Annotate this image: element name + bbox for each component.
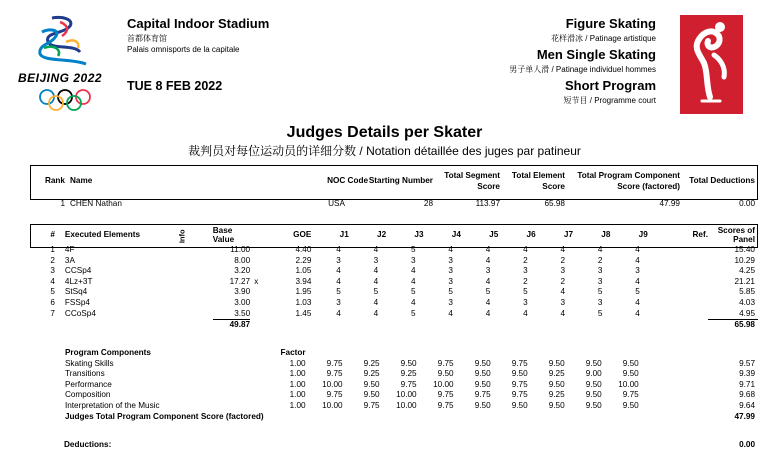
element-info	[180, 298, 213, 309]
element-panel-score: 5.85	[739, 287, 755, 297]
component-score: 9.68	[739, 390, 755, 400]
judge-score-j6: 5	[523, 287, 528, 297]
total-panel-value: 65.98	[708, 320, 758, 331]
element-row	[30, 298, 758, 309]
summary-header-row	[30, 166, 758, 197]
element-goe: 1.03	[295, 297, 312, 307]
component-judge-j5: 9.50	[474, 379, 491, 389]
judge-score-j9: 5	[635, 287, 640, 297]
col-j5: J5	[489, 229, 499, 239]
col-j1: J1	[339, 229, 349, 239]
noc-value: USA	[328, 198, 345, 208]
col-goe: GOE	[293, 229, 312, 239]
element-ref	[648, 256, 708, 267]
element-panel-score: 4.03	[739, 297, 755, 307]
components-total-row	[30, 412, 758, 423]
beijing-2022-emblem	[30, 14, 92, 70]
component-judge-j2: 9.50	[363, 379, 380, 389]
judge-score-j3: 5	[410, 287, 416, 297]
component-judge-j3: 10.00	[396, 400, 417, 410]
component-judge-j2: 9.75	[363, 400, 380, 410]
judge-score-j7: 3	[560, 266, 565, 276]
component-judge-j6: 9.75	[511, 358, 528, 368]
element-panel-score: 4.25	[739, 266, 755, 276]
component-judge-j8: 9.00	[585, 369, 602, 379]
col-noc: NOC Code	[327, 176, 368, 186]
judge-score-j5: 4	[485, 308, 491, 318]
col-j3: J3	[414, 229, 424, 239]
judge-score-j3: 4	[410, 297, 416, 307]
component-judge-j4: 10.00	[433, 379, 454, 389]
element-bonus-marker	[250, 256, 262, 267]
judge-score-j7: 4	[560, 245, 565, 254]
component-name: Transitions	[64, 369, 105, 379]
col-base: Base Value	[212, 226, 235, 244]
component-row	[30, 359, 758, 370]
col-num: #	[50, 229, 55, 239]
component-judge-j4: 9.50	[437, 369, 454, 379]
component-judge-j4: 9.75	[437, 400, 454, 410]
component-judge-j3: 9.50	[400, 358, 417, 368]
component-factor: 1.00	[289, 379, 306, 389]
judge-score-j8: 3	[597, 276, 603, 286]
component-row	[30, 390, 758, 401]
judge-score-j4: 3	[448, 266, 453, 276]
component-judge-j1: 10.00	[322, 400, 343, 410]
component-judge-j7: 9.50	[548, 358, 565, 368]
venue-name-zh: 首都体育馆	[127, 34, 167, 43]
col-pcs: Total Program Component Score (factored)	[577, 170, 680, 191]
col-panel: Scores of Panel	[717, 226, 755, 244]
component-judge-j5: 9.50	[474, 358, 491, 368]
element-info	[180, 245, 213, 256]
component-judge-j8: 9.50	[585, 379, 602, 389]
judge-score-j2: 5	[373, 287, 379, 297]
component-judge-j3: 9.25	[400, 369, 417, 379]
olympic-rings-icon	[38, 88, 92, 112]
component-judge-j6: 9.75	[511, 390, 528, 400]
element-number: 2	[50, 255, 55, 265]
judge-score-j5: 4	[485, 245, 491, 254]
summary-row	[30, 197, 758, 211]
factor-header: Factor	[280, 348, 306, 357]
event-title: Men Single Skating	[536, 47, 656, 62]
element-info	[180, 287, 213, 298]
judge-score-j6: 4	[523, 245, 528, 254]
judge-score-j7: 3	[560, 297, 565, 307]
segment-title: Short Program	[564, 78, 656, 93]
element-code: StSq4	[64, 287, 88, 297]
element-goe: 1.05	[295, 266, 312, 276]
component-name: Performance	[64, 379, 112, 389]
judge-score-j1: 5	[336, 287, 341, 297]
tes-value: 65.98	[544, 198, 565, 208]
element-goe: 2.29	[295, 255, 312, 265]
component-name: Composition	[64, 390, 111, 400]
element-ref	[648, 266, 708, 277]
judge-score-j5: 4	[485, 276, 491, 286]
col-element: Executed Elements	[64, 229, 141, 239]
judge-score-j6: 4	[523, 308, 528, 318]
component-judge-j9: 10.00	[618, 379, 639, 389]
component-judge-j6: 9.50	[511, 400, 528, 410]
element-number: 5	[50, 287, 55, 297]
component-name: Interpretation of the Music	[64, 400, 160, 410]
component-judge-j2: 9.25	[363, 369, 380, 379]
component-judge-j1: 9.75	[326, 358, 343, 368]
component-factor: 1.00	[289, 369, 306, 379]
judge-score-j9: 4	[635, 276, 640, 286]
judge-score-j4: 3	[448, 276, 453, 286]
components-total-value: 47.99	[734, 411, 755, 421]
element-bonus-marker: x	[254, 276, 259, 286]
judge-score-j3: 4	[410, 276, 416, 286]
judge-score-j9: 4	[635, 245, 640, 254]
judge-score-j1: 4	[336, 308, 341, 318]
judge-score-j2: 4	[373, 297, 379, 307]
component-judge-j1: 9.75	[326, 369, 343, 379]
element-code: CCSp4	[64, 266, 92, 276]
element-info	[180, 266, 213, 277]
element-number: 1	[50, 245, 55, 254]
component-judge-j9: 9.50	[622, 358, 639, 368]
element-ref	[648, 309, 708, 320]
element-ref	[648, 277, 708, 288]
pcs-value: 47.99	[659, 198, 680, 208]
element-info	[180, 256, 213, 267]
component-judge-j4: 9.75	[437, 358, 454, 368]
col-j8: J8	[601, 229, 611, 239]
judge-score-j2: 4	[373, 245, 379, 254]
venue-name-fr: Palais omnisports de la capitale	[127, 45, 240, 54]
deductions-total: 0.00	[739, 440, 755, 449]
judge-score-j4: 3	[448, 255, 453, 265]
judge-score-j9: 4	[635, 297, 640, 307]
element-row	[30, 287, 758, 298]
emblem-ribbon-icon	[30, 14, 92, 70]
starting-number-value: 28	[423, 198, 433, 208]
col-starting: Starting Number	[368, 176, 433, 186]
component-judge-j4: 9.75	[437, 390, 454, 400]
judge-score-j2: 4	[373, 266, 379, 276]
element-goe: 4.40	[295, 245, 312, 254]
judge-score-j6: 2	[523, 255, 528, 265]
judge-score-j1: 4	[336, 266, 341, 276]
component-judge-j7: 9.50	[548, 400, 565, 410]
element-ref	[648, 298, 708, 309]
element-number: 3	[50, 266, 55, 276]
components-header-row	[30, 348, 758, 359]
element-base-value: 3.50	[234, 308, 251, 318]
component-judge-j5: 9.75	[474, 390, 491, 400]
beijing-2022-wordmark: BEIJING 2022	[18, 71, 103, 85]
component-judge-j7: 9.50	[548, 379, 565, 389]
element-bonus-marker	[250, 245, 262, 256]
component-row	[30, 380, 758, 391]
components-header: Program Components	[64, 348, 151, 357]
element-base-value: 17.27	[229, 276, 251, 286]
figure-skating-pictogram-icon	[680, 15, 743, 114]
element-base-value: 3.20	[234, 266, 251, 276]
judge-score-j2: 3	[373, 255, 379, 265]
element-ref	[648, 245, 708, 256]
component-row	[30, 401, 758, 412]
component-judge-j1: 9.75	[326, 390, 343, 400]
judge-score-j6: 2	[523, 276, 528, 286]
judge-score-j8: 5	[597, 287, 603, 297]
total-base-value: 49.87	[213, 320, 250, 331]
venue-name: Capital Indoor Stadium	[127, 16, 270, 31]
sport-subtitle: 花样滑冰 / Patinage artistique	[551, 34, 656, 43]
component-judge-j5: 9.50	[474, 400, 491, 410]
page-title: Judges Details per Skater	[286, 124, 483, 141]
element-number: 4	[50, 276, 55, 286]
judge-score-j3: 3	[410, 255, 416, 265]
judge-score-j3: 4	[410, 266, 416, 276]
element-goe: 1.95	[295, 287, 312, 297]
deductions-label: Deductions:	[64, 440, 112, 449]
element-code: 4F	[64, 245, 75, 254]
component-judge-j7: 9.25	[548, 369, 565, 379]
component-judge-j3: 9.75	[400, 379, 417, 389]
component-name: Skating Skills	[64, 358, 114, 368]
elements-table	[30, 225, 758, 331]
element-base-value: 3.00	[234, 297, 251, 307]
judge-score-j8: 3	[597, 266, 603, 276]
tss-value: 113.97	[475, 198, 500, 208]
judge-score-j8: 4	[597, 245, 603, 254]
element-bonus-marker	[250, 298, 262, 309]
judge-score-j4: 4	[448, 308, 453, 318]
judge-score-j7: 2	[560, 276, 565, 286]
component-judge-j3: 10.00	[396, 390, 417, 400]
element-base-value: 11.00	[230, 245, 251, 254]
element-code: CCoSp4	[64, 308, 96, 318]
col-j2: J2	[377, 229, 387, 239]
judge-score-j7: 4	[560, 287, 565, 297]
judge-score-j4: 3	[448, 297, 453, 307]
judge-score-j2: 4	[373, 276, 379, 286]
element-panel-score: 4.95	[739, 308, 755, 318]
element-panel-score: 21.21	[734, 276, 755, 286]
col-ref: Ref.	[692, 229, 708, 239]
judge-score-j1: 3	[336, 255, 341, 265]
col-deductions: Total Deductions	[689, 176, 755, 186]
deductions-value: 0.00	[739, 198, 755, 208]
judge-score-j5: 4	[485, 297, 491, 307]
element-number: 6	[50, 297, 55, 307]
component-judge-j6: 9.50	[511, 369, 528, 379]
element-panel-score: 10.29	[734, 255, 755, 265]
col-name: Name	[70, 176, 93, 186]
judge-score-j6: 3	[523, 266, 528, 276]
col-j4: J4	[451, 229, 461, 239]
element-code: 4Lz+3T	[64, 276, 93, 286]
components-total-label: Judges Total Program Component Score (factored)	[64, 411, 264, 421]
component-judge-j2: 9.25	[363, 358, 380, 368]
component-score: 9.71	[739, 379, 755, 389]
col-j6: J6	[526, 229, 536, 239]
component-judge-j7: 9.25	[548, 390, 565, 400]
component-row	[30, 369, 758, 380]
col-tss: Total Segment Score	[444, 170, 500, 191]
element-code: 3A	[64, 255, 75, 265]
element-panel-score: 15.40	[734, 245, 755, 254]
component-score: 9.57	[739, 358, 755, 368]
judge-score-j9: 4	[635, 308, 640, 318]
col-j7: J7	[563, 229, 573, 239]
element-info	[180, 309, 213, 320]
col-j9: J9	[638, 229, 648, 239]
component-factor: 1.00	[289, 400, 306, 410]
judge-score-j6: 3	[523, 297, 528, 307]
component-judge-j1: 10.00	[322, 379, 343, 389]
skater-name: CHEN Nathan	[70, 198, 122, 208]
element-bonus-marker	[250, 266, 262, 277]
judge-score-j4: 5	[448, 287, 453, 297]
component-judge-j8: 9.50	[585, 358, 602, 368]
component-judge-j6: 9.75	[511, 379, 528, 389]
page-subtitle: 裁判员对每位运动员的详细分数 / Notation détaillée des juges par patineur	[188, 144, 581, 158]
col-info-label: Info	[177, 229, 187, 244]
element-goe: 1.45	[295, 308, 312, 318]
judge-score-j8: 2	[597, 255, 603, 265]
element-row	[30, 266, 758, 277]
component-judge-j5: 9.50	[474, 369, 491, 379]
rank-value: 1	[60, 198, 65, 208]
components-table	[30, 348, 758, 422]
judge-score-j2: 4	[373, 308, 379, 318]
summary-table	[30, 166, 758, 211]
component-judge-j9: 9.50	[622, 400, 639, 410]
element-goe: 3.94	[295, 276, 312, 286]
component-score: 9.39	[739, 369, 755, 379]
event-subtitle: 男子单人滑 / Patinage individuel hommes	[509, 65, 656, 74]
element-row	[30, 277, 758, 288]
judge-score-j7: 2	[560, 255, 565, 265]
element-bonus-marker	[250, 287, 262, 298]
judge-score-j5: 4	[485, 255, 491, 265]
element-base-value: 3.90	[234, 287, 251, 297]
component-factor: 1.00	[289, 358, 306, 368]
segment-subtitle: 短节目 / Programme court	[563, 96, 656, 105]
judge-score-j3: 5	[410, 245, 416, 254]
component-factor: 1.00	[289, 390, 306, 400]
judge-score-j9: 4	[635, 255, 640, 265]
judge-score-j9: 3	[635, 266, 640, 276]
element-base-value: 8.00	[234, 255, 251, 265]
judge-score-j1: 4	[336, 276, 341, 286]
component-judge-j8: 9.50	[585, 390, 602, 400]
element-code: FSSp4	[64, 297, 90, 307]
element-bonus-marker	[250, 309, 262, 320]
event-date: TUE 8 FEB 2022	[127, 79, 223, 93]
element-row	[30, 256, 758, 267]
element-number: 7	[50, 308, 55, 318]
component-score: 9.64	[739, 400, 755, 410]
judge-score-j7: 4	[560, 308, 565, 318]
judge-score-j1: 3	[336, 297, 341, 307]
component-judge-j9: 9.50	[622, 369, 639, 379]
sport-title: Figure Skating	[565, 16, 656, 31]
elements-total-row	[30, 320, 758, 331]
col-rank: Rank	[44, 176, 65, 186]
judge-score-j5: 3	[485, 266, 491, 276]
element-ref	[648, 287, 708, 298]
component-judge-j9: 9.75	[622, 390, 639, 400]
judge-score-j8: 5	[597, 308, 603, 318]
element-info	[180, 277, 213, 288]
element-row	[30, 309, 758, 320]
component-judge-j2: 9.50	[363, 390, 380, 400]
component-judge-j8: 9.50	[585, 400, 602, 410]
judge-score-j4: 4	[448, 245, 453, 254]
judge-score-j3: 5	[410, 308, 416, 318]
judge-score-j1: 4	[336, 245, 341, 254]
judge-score-j5: 5	[485, 287, 491, 297]
col-tes: Total Element Score	[511, 170, 565, 191]
elements-header-row	[30, 225, 758, 245]
judge-score-j8: 3	[597, 297, 603, 307]
element-row	[30, 245, 758, 256]
col-info	[177, 225, 213, 245]
